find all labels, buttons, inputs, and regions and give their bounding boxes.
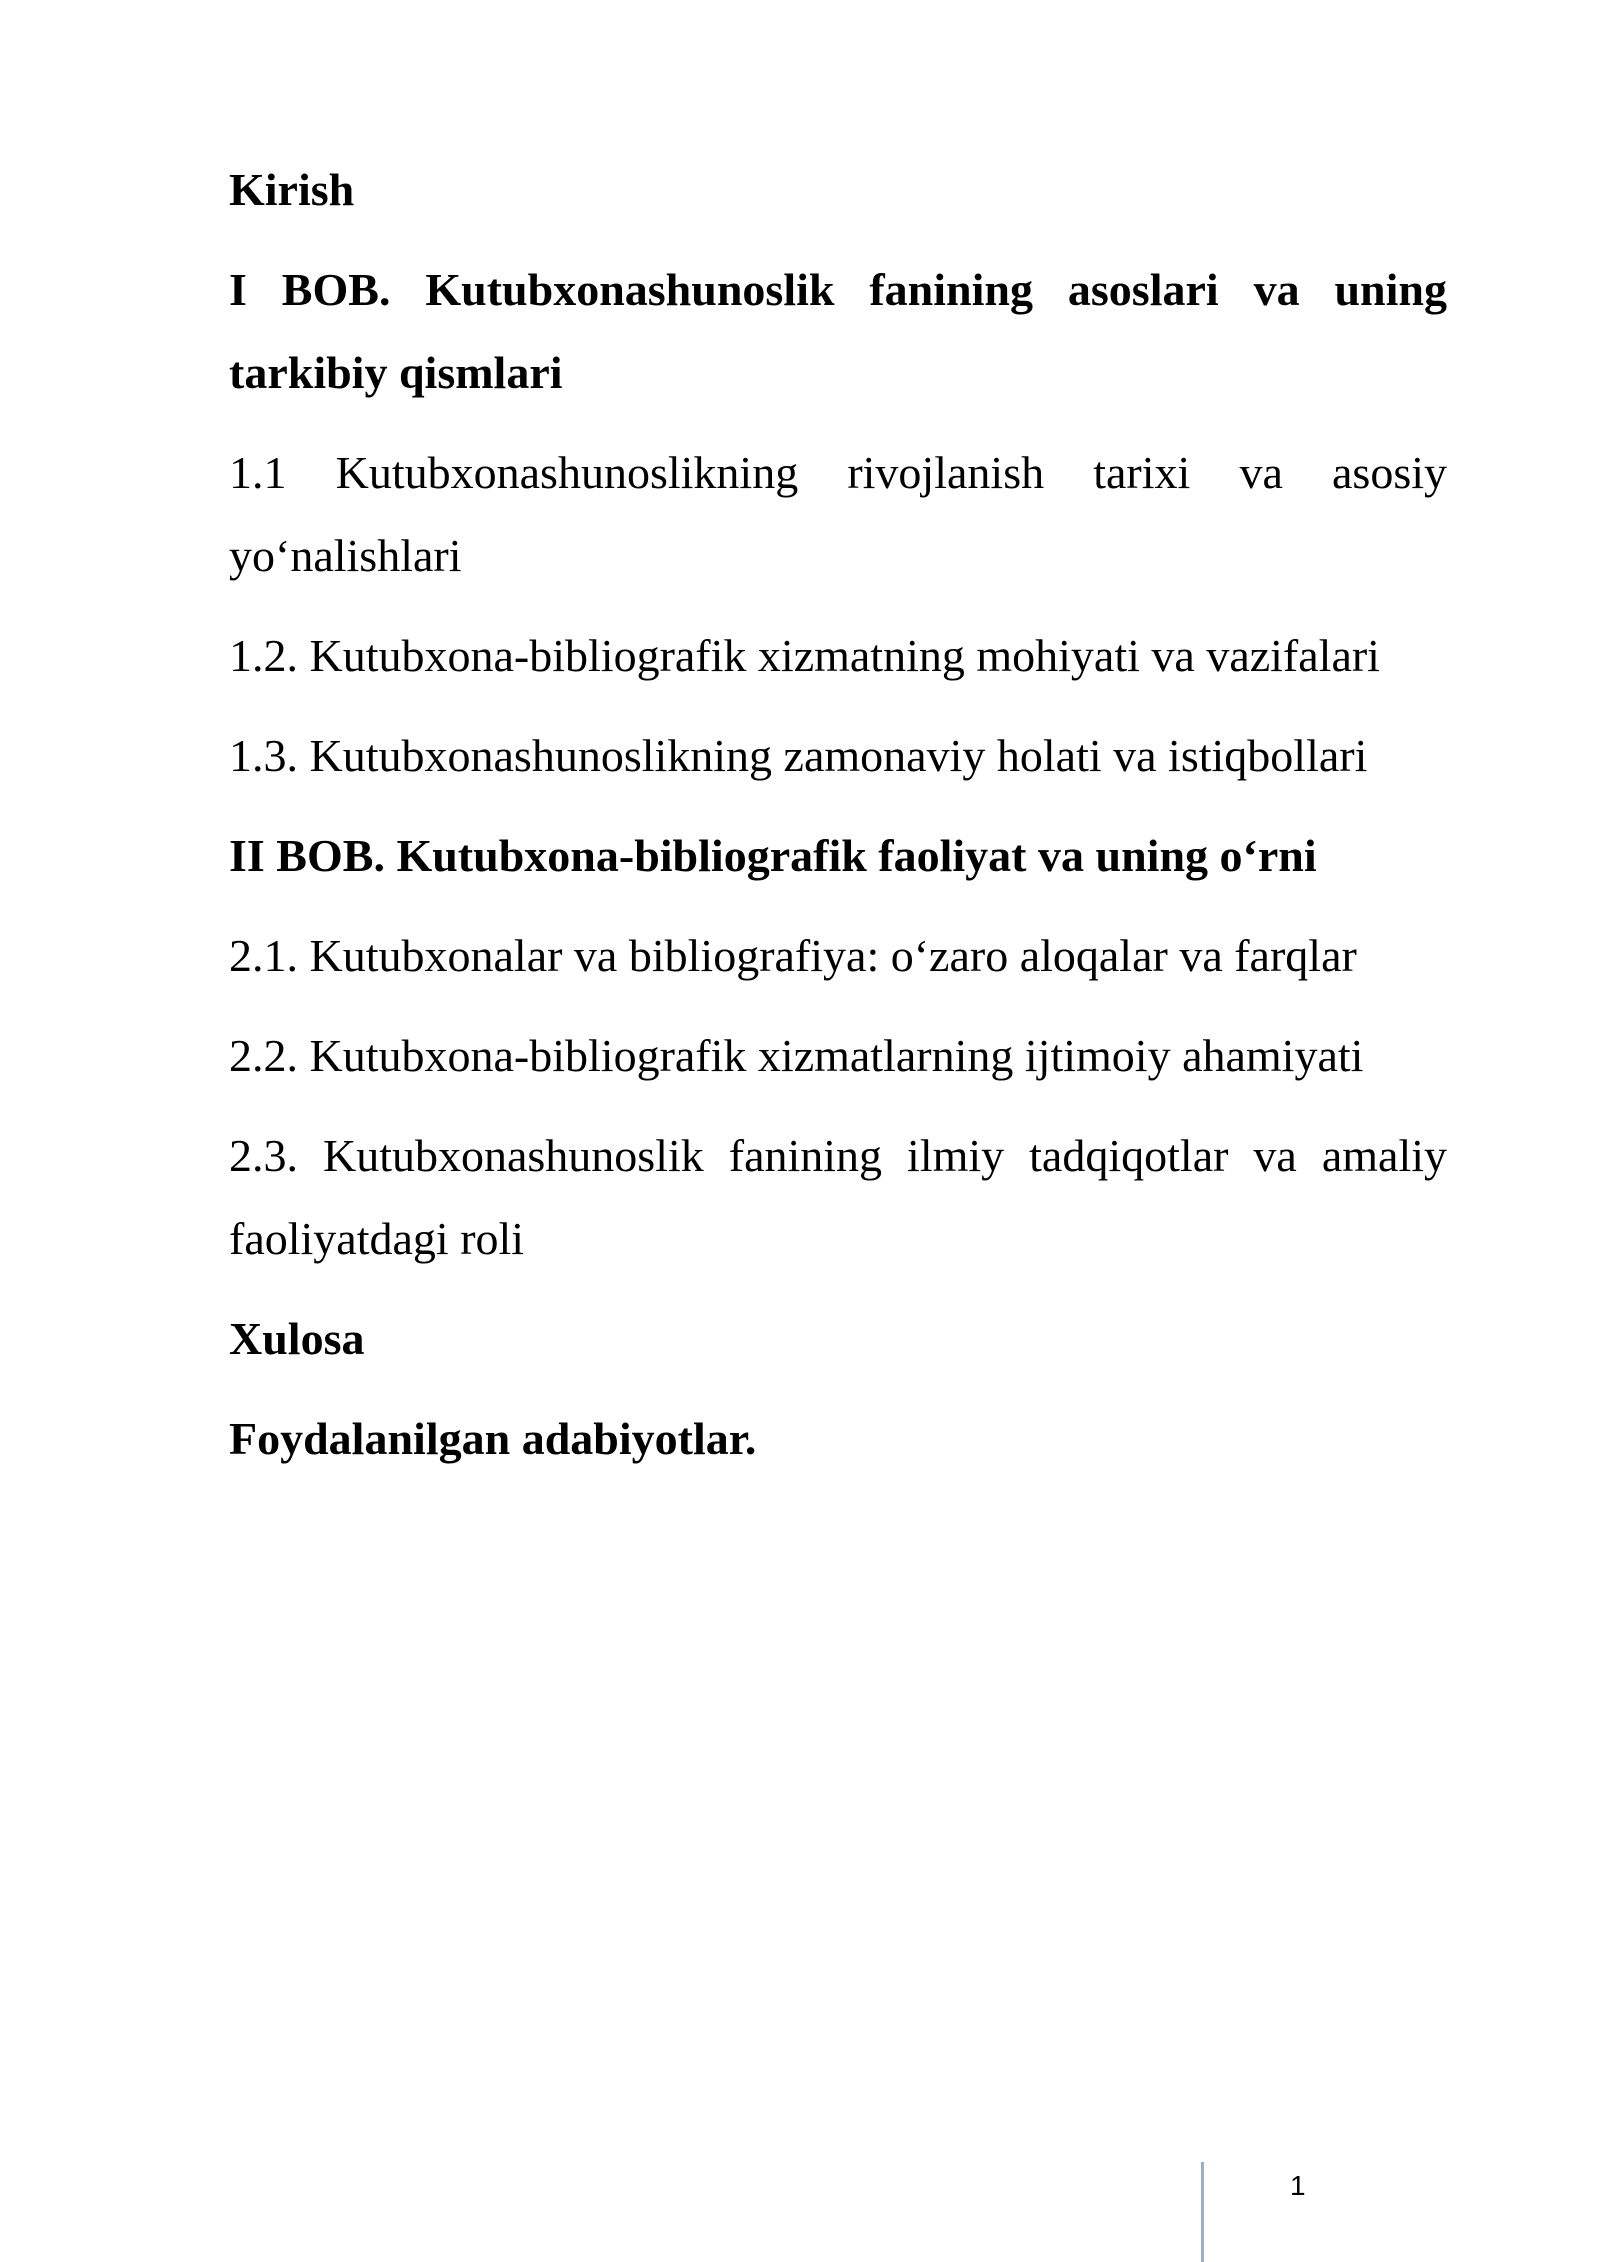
page-number: 1 [1290, 2170, 1306, 2201]
table-of-contents [229, 148, 1447, 1497]
footer-divider [1201, 2162, 1204, 2262]
toc-entry-section-1-2: 1.2. Kutubxona-bibliografik xizmatning mohiyati va vazifalari [229, 630, 1380, 681]
toc-entry-references: Foydalanilgan adabiyotlar. [229, 1413, 757, 1464]
toc-entry-section-1-1: 1.1 Kutubxonashunoslikning rivojlanish tarixi va asosiy yo‘nalishlari [229, 447, 1447, 581]
toc-entry-chapter-1: I BOB. Kutubxonashunoslik fanining asoslari va uning tarkibiy qismlari [229, 264, 1447, 398]
toc-entry-section-2-2: 2.2. Kutubxona-bibliografik xizmatlarning ijtimoiy ahamiyati [229, 1030, 1364, 1081]
toc-entry-conclusion: Xulosa [229, 1313, 365, 1364]
toc-entry-section-1-3: 1.3. Kutubxonashunoslikning zamonaviy holati va istiqbollari [229, 730, 1368, 781]
toc-entry-section-2-3: 2.3. Kutubxonashunoslik fanining ilmiy tadqiqotlar va amaliy faoliyatdagi roli [229, 1130, 1447, 1264]
toc-entry-chapter-2: II BOB. Kutubxona-bibliografik faoliyat va uning o‘rni [229, 830, 1317, 881]
toc-entry-section-2-1: 2.1. Kutubxonalar va bibliografiya: o‘zaro aloqalar va farqlar [229, 930, 1357, 981]
toc-entry-introduction: Kirish [229, 164, 355, 215]
